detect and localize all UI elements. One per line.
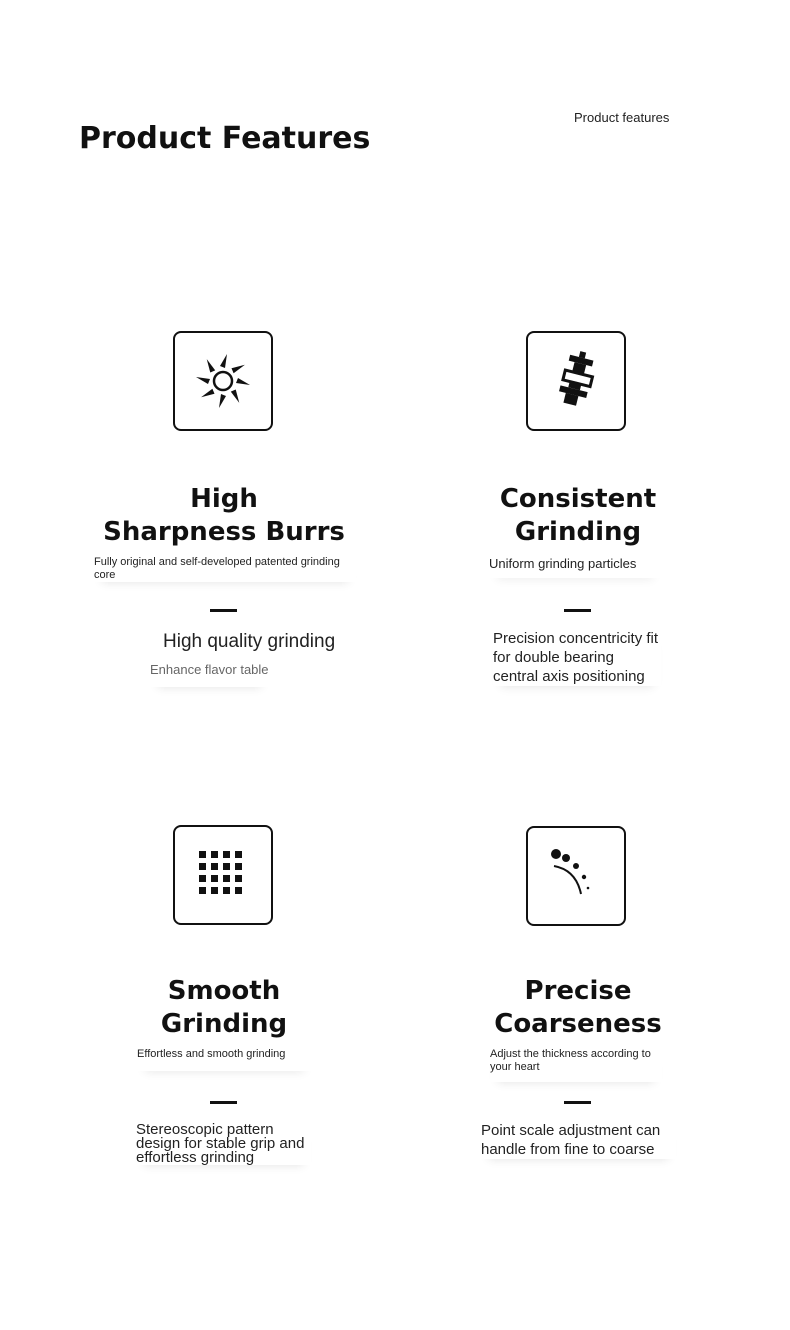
coarseness-scale-icon (526, 826, 626, 926)
feature-description: Precision concentricity fit for double bearing central axis positioning (493, 629, 661, 686)
feature-headline: High quality grinding (163, 631, 336, 652)
feature-tagline: Fully original and self-developed patented grinding core (94, 556, 356, 582)
feature-title (84, 483, 364, 549)
feature-title (438, 483, 718, 549)
feature-title-line1: High (190, 484, 258, 514)
feature-title-line1: Consistent (499, 484, 657, 514)
feature-tagline: Uniform grinding particles (489, 557, 661, 578)
grinding-axis-icon (526, 331, 626, 431)
feature-title-line2: Grinding (160, 1009, 288, 1039)
feature-title-line2: Grinding (514, 517, 642, 547)
feature-title-line2: Sharpness Burrs (103, 517, 345, 547)
page-title: Product Features (79, 121, 371, 156)
feature-title-line1: Precise (524, 976, 632, 1006)
divider (564, 1101, 591, 1104)
divider (564, 609, 591, 612)
feature-title (438, 975, 718, 1041)
feature-note: Enhance flavor table (150, 662, 269, 687)
feature-title (84, 975, 364, 1041)
dot-grid-icon (173, 825, 273, 925)
divider (210, 609, 237, 612)
page-subtitle: Product features (574, 110, 670, 125)
feature-description: Point scale adjustment can handle from fine to coarse (481, 1121, 676, 1159)
feature-tagline: Adjust the thickness according to your heart (490, 1048, 662, 1082)
feature-title-line2: Coarseness (494, 1009, 662, 1039)
divider (210, 1101, 237, 1104)
feature-tagline: Effortless and smooth grinding (137, 1048, 312, 1071)
feature-description: Stereoscopic pattern design for stable grip and effortless grinding (136, 1123, 311, 1165)
feature-title-line1: Smooth (167, 976, 281, 1006)
burr-blade-icon (173, 331, 273, 431)
